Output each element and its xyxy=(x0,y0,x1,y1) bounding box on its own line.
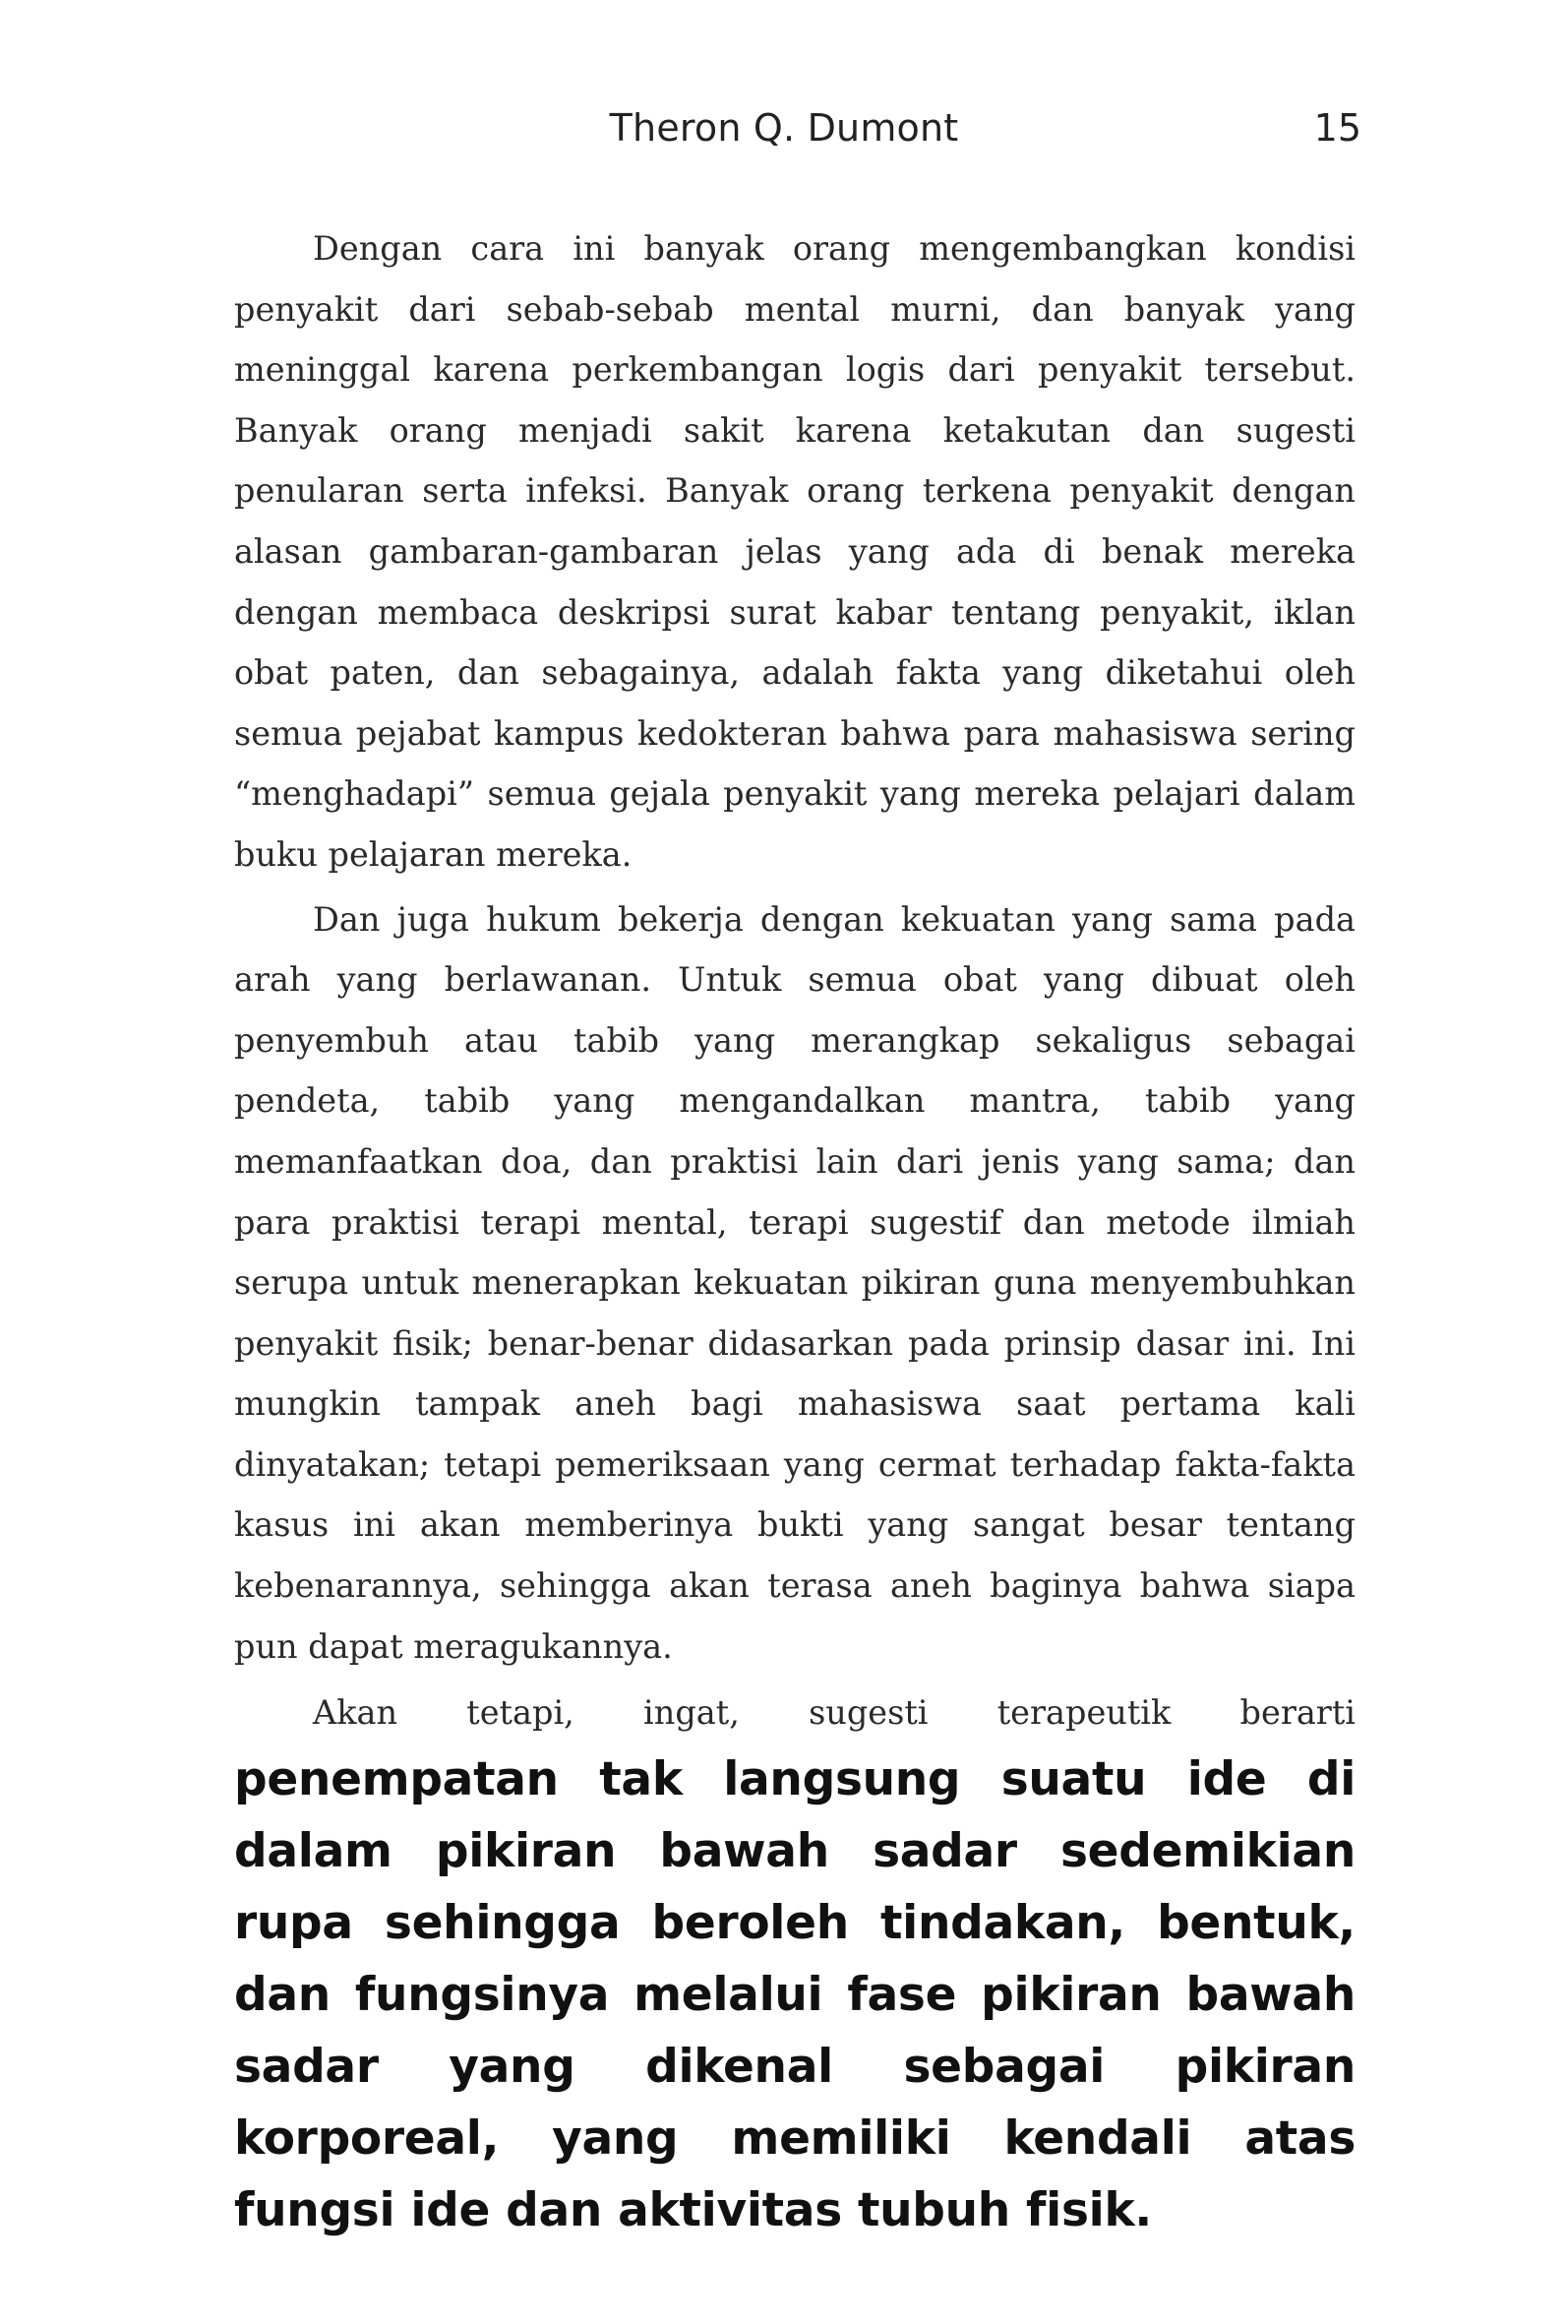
paragraph-3-lead-in: Akan tetapi, ingat, sugesti terapeutik berarti xyxy=(313,1693,1356,1733)
paragraph-3 xyxy=(234,1682,1356,2246)
paragraph-3-emphasis: penempatan tak langsung suatu ide di dalam pikiran bawah sadar sedemikian rupa sehingga beroleh tindakan, bentuk, dan fungsinya melalui fase pikiran bawah sadar yang dikenal sebagai pikiran korporeal, yang memiliki kendali atas fungsi ide dan aktivitas tubuh fisik. xyxy=(234,1751,1356,2237)
page-number: 15 xyxy=(1313,106,1361,150)
author-name: Theron Q. Dumont xyxy=(609,106,959,150)
running-head xyxy=(0,106,1568,165)
paragraph-2: Dan juga hukum bekerja dengan kekuatan yang sama pada arah yang berlawanan. Untuk semua obat yang dibuat oleh penyembuh atau tabib yang merangkap sekaligus sebagai pendeta, tabib yang mengandalkan mantra, tabib yang memanfaatkan doa, dan praktisi lain dari jenis yang sama; dan para praktisi terapi mental, terapi sugestif dan metode ilmiah serupa untuk menerapkan kekuatan pikiran guna menyembuhkan penyakit fisik; benar-benar didasarkan pada prinsip dasar ini. Ini mungkin tampak aneh bagi mahasiswa saat pertama kali dinyatakan; tetapi pemeriksaan yang cermat terhadap fakta-fakta kasus ini akan memberinya bukti yang sangat besar tentang kebenarannya, sehingga akan terasa aneh baginya bahwa siapa pun dapat meragukannya. xyxy=(234,899,1356,1666)
body-text xyxy=(234,218,1356,2246)
paragraph-1: Dengan cara ini banyak orang mengembangkan kondisi penyakit dari sebab-sebab mental murni, dan banyak yang meninggal karena perkembangan logis dari penyakit tersebut. Banyak orang menjadi sakit karena ketakutan dan sugesti penularan serta infeksi. Banyak orang terkena penyakit dengan alasan gambaran-gambaran jelas yang ada di benak mereka dengan membaca deskripsi surat kabar tentang penyakit, iklan obat paten, dan sebagainya, adalah fakta yang diketahui oleh semua pejabat kampus kedokteran bahwa para mahasiswa sering “menghadapi” semua gejala penyakit yang mereka pelajari dalam buku pelajaran mereka. xyxy=(234,229,1356,874)
